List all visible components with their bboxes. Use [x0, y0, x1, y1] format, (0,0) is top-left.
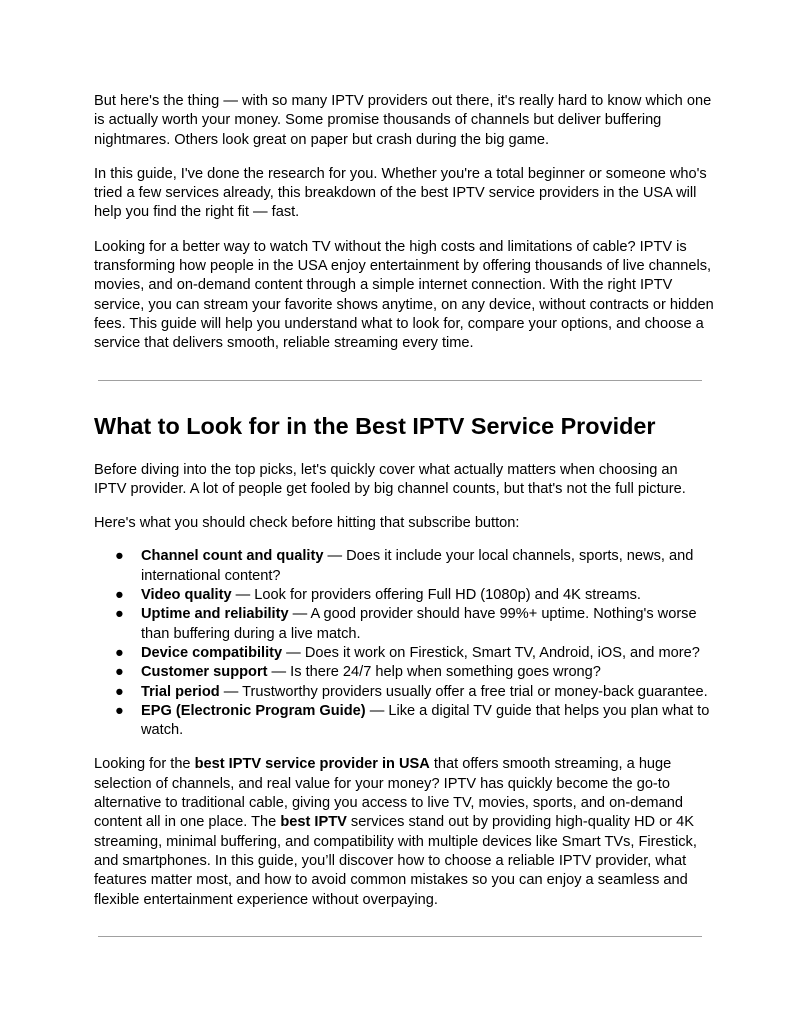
section-paragraph-1: Before diving into the top picks, let's quickly cover what actually matters when choosing an IPTV provider. A lot of people get fooled by big channel counts, but that's not the full picture. [94, 461, 686, 497]
feature-list [94, 547, 714, 740]
bullet-icon: ● [115, 606, 124, 623]
list-item [115, 702, 714, 741]
horizontal-divider [98, 380, 702, 381]
list-item [115, 644, 714, 663]
list-item-text: — Does it include your local channels, sports, news, and international content? [141, 548, 694, 584]
list-item-title: Trial period [141, 683, 220, 700]
list-item-title: Video quality [141, 587, 232, 604]
list-item-title: Uptime and reliability [141, 606, 289, 623]
list-item [115, 586, 714, 605]
bullet-icon: ● [115, 644, 124, 661]
document-page [94, 92, 714, 937]
bullet-icon: ● [115, 683, 124, 700]
bullet-icon: ● [115, 702, 124, 719]
closing-text: that offers smooth streaming, a huge selection of channels, and real value for your money? IPTV has quickly become the go-to alternative to traditional cable, giving you access to live TV, movies, sports, and on-demand content all in one place. The [94, 756, 683, 831]
closing-bold-text: best IPTV service provider in USA [194, 756, 430, 773]
bullet-icon: ● [115, 587, 124, 604]
section-heading: What to Look for in the Best IPTV Service Provider [94, 412, 656, 439]
intro-paragraph-3: Looking for a better way to watch TV without the high costs and limitations of cable? IPTV is transforming how people in the USA enjoy entertainment by offering thousands of live channels, movies, and on-demand content through a simple internet connection. With the right IPTV service, you can stream your favorite shows anytime, on any device, without contracts or hidden fees. This guide will help you understand what to look for, compare your options, and choose a service that delivers smooth, reliable streaming every time. [94, 238, 714, 352]
list-item-text: — Trustworthy providers usually offer a free trial or money-back guarantee. [219, 683, 708, 700]
list-item-text: — A good provider should have 99%+ uptime. Nothing's worse than buffering during a live match. [141, 606, 697, 642]
list-item-text: — Like a digital TV guide that helps you plan what to watch. [141, 702, 710, 739]
list-item [115, 683, 714, 702]
section-paragraph-2: Here's what you should check before hitting that subscribe button: [94, 515, 520, 532]
list-item-title: EPG (Electronic Program Guide) [141, 702, 366, 719]
list-item-text: — Look for providers offering Full HD (1080p) and 4K streams. [231, 587, 641, 604]
closing-paragraph [94, 755, 714, 909]
list-item-text: — Is there 24/7 help when something goes wrong? [267, 664, 601, 681]
list-item-title: Customer support [141, 664, 268, 681]
list-item [115, 547, 714, 586]
list-item-text: — Does it work on Firestick, Smart TV, Android, iOS, and more? [282, 644, 700, 661]
list-item-title: Channel count and quality [141, 548, 324, 565]
list-item-title: Device compatibility [141, 644, 283, 661]
bullet-icon: ● [115, 664, 124, 681]
bullet-icon: ● [115, 548, 124, 565]
horizontal-divider [98, 936, 702, 937]
closing-bold-text: best IPTV [280, 814, 347, 831]
closing-text: Looking for the [94, 756, 195, 773]
intro-paragraph-1: But here's the thing — with so many IPTV providers out there, it's really hard to know which one is actually worth your money. Some promise thousands of channels but deliver buffering nightmares. Others look great on paper but crash during the big game. [94, 93, 712, 148]
intro-paragraph-2: In this guide, I've done the research for you. Whether you're a total beginner or someone who's tried a few services already, this breakdown of the best IPTV service providers in the USA will help you find the right fit — fast. [94, 165, 707, 221]
list-item [115, 663, 714, 682]
list-item [115, 605, 714, 644]
closing-text: services stand out by providing high-quality HD or 4K streaming, minimal buffering, and compatibility with multiple devices like Smart TVs, Firestick, and smartphones. In this guide, you’ll discover how to choose a reliable IPTV provider, what features matter most, and how to avoid common mistakes so you can enjoy a seamless and flexible entertainment experience without overpaying. [94, 814, 697, 908]
